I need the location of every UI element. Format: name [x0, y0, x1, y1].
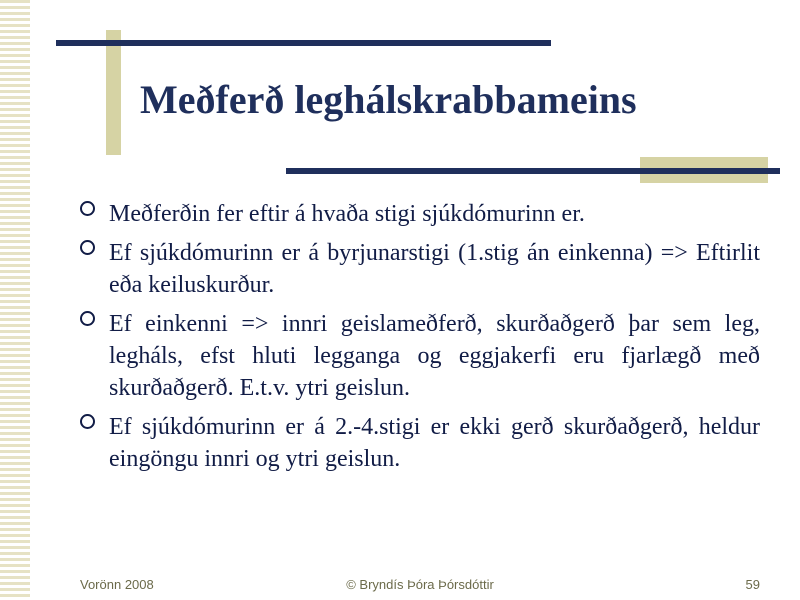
page-number: 59	[745, 577, 760, 592]
title-accent-block-left	[106, 30, 121, 155]
footer-center: © Bryndís Þóra Þórsdóttir	[346, 577, 494, 592]
bullet-text: Ef sjúkdómurinn er á byrjunarstigi (1.stig án einkenna) => Eftirlit eða keiluskurður.	[109, 240, 760, 298]
bullet-item	[80, 411, 760, 475]
bullet-text: Ef sjúkdómurinn er á 2.-4.stigi er ekki gerð skurðaðgerð, heldur eingöngu innri og ytri geislun.	[109, 414, 760, 472]
title-rule-bottom	[286, 168, 780, 174]
slide-title: Meðferð leghálskrabbameins	[140, 77, 637, 122]
bullet-item	[80, 308, 760, 404]
bullet-item	[80, 198, 760, 230]
circle-bullet-icon	[80, 201, 95, 216]
bullet-text: Meðferðin fer eftir á hvaða stigi sjúkdómurinn er.	[109, 201, 585, 227]
circle-bullet-icon	[80, 414, 95, 429]
circle-bullet-icon	[80, 311, 95, 326]
bullet-list	[80, 198, 760, 482]
bullet-text: Ef einkenni => innri geislameðferð, skurðaðgerð þar sem leg, legháls, efst hluti legganga og eggjakerfi eru fjarlægð með skurðaðgerð. E.t.v. ytri geislun.	[109, 311, 760, 401]
circle-bullet-icon	[80, 240, 95, 255]
bullet-item	[80, 237, 760, 301]
footer-left: Vorönn 2008	[80, 577, 154, 592]
title-rule-top	[56, 40, 551, 46]
decorative-stripes	[0, 0, 30, 600]
